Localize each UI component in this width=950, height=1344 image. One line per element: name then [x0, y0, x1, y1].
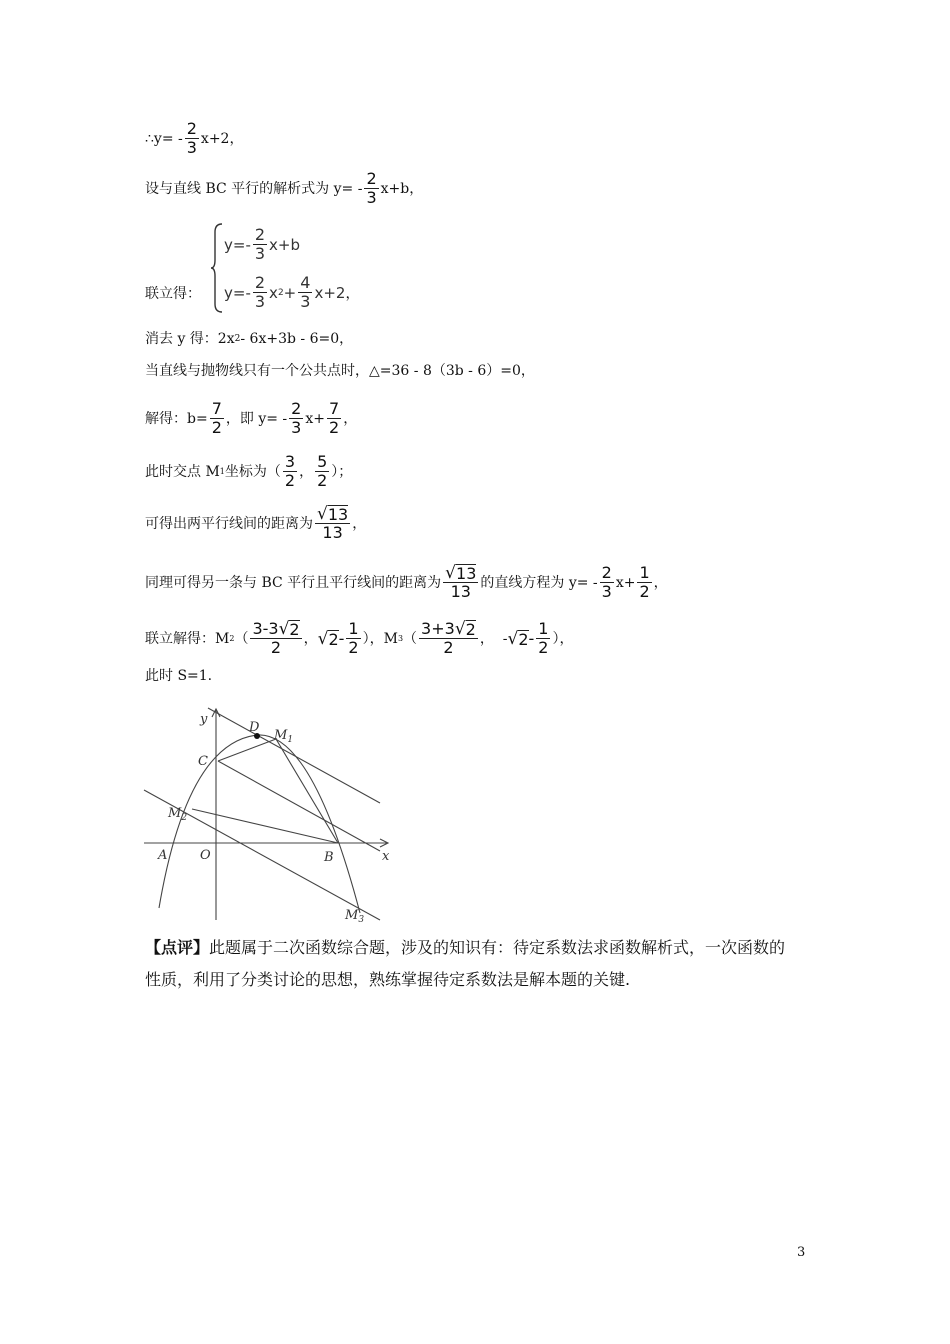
numerator: 2: [186, 119, 197, 138]
commentary-line-1: [145, 932, 815, 964]
text: 联立解得：M: [145, 630, 230, 647]
denominator: 3: [254, 244, 266, 263]
radicand: 13: [327, 505, 349, 524]
text: 消去 y 得：2x: [145, 331, 235, 347]
radicand: 2: [465, 620, 476, 639]
parabola-curve: [159, 735, 360, 913]
numerator: 7: [329, 399, 340, 418]
numerator: 2: [601, 563, 612, 582]
label-m3: $M_3$: [345, 908, 365, 925]
text: x: [269, 283, 278, 302]
commentary-line-2: 性质，利用了分类讨论的思想，熟练掌握待定系数法是解本题的关键.: [145, 970, 631, 989]
text: -: [338, 628, 345, 648]
text: x+: [615, 574, 636, 591]
fraction: [327, 400, 341, 437]
denominator: 2: [443, 638, 454, 657]
text: 3-3: [252, 619, 279, 638]
denominator: 13: [450, 582, 471, 601]
label-c: C: [198, 754, 208, 769]
text: （: [403, 630, 418, 647]
subscript: 2: [229, 633, 235, 643]
discriminant-line: [145, 362, 535, 380]
radicand: 13: [456, 564, 477, 583]
radicand: 2: [328, 629, 339, 649]
exponent: 2: [234, 334, 241, 344]
fraction: [283, 453, 297, 490]
numerator: 1: [538, 619, 549, 638]
text: ），M: [362, 630, 398, 647]
denominator: 2: [270, 638, 282, 657]
text: ，: [653, 574, 668, 591]
page-number: 3: [797, 1245, 806, 1260]
text: 设与直线 BC 平行的解析式为 y= -: [145, 180, 363, 197]
points-m2-m3-line: [145, 620, 573, 657]
text: x+: [305, 410, 325, 427]
text: y=-: [224, 235, 251, 254]
equation-line-bc: [145, 120, 243, 157]
label-b: B: [324, 850, 334, 865]
brace-icon: [210, 222, 224, 314]
numerator: 2: [254, 273, 266, 292]
subscript: 3: [397, 633, 404, 643]
text: 解得：b=: [145, 410, 208, 427]
text: 的直线方程为 y= -: [480, 574, 598, 591]
fraction: [443, 564, 478, 601]
text: 此时 S=1.: [145, 668, 213, 684]
numerator: 3: [284, 452, 296, 471]
text: x+2，: [200, 130, 244, 147]
text: 此时交点 M: [145, 463, 220, 480]
numerator: 2: [291, 399, 302, 418]
denominator: 2: [538, 638, 549, 657]
fraction: [419, 620, 478, 657]
eliminate-y-line: [145, 330, 353, 348]
denominator: 13: [322, 523, 343, 542]
label-m1: $M_1$: [274, 728, 294, 745]
numerator: 2: [366, 169, 377, 188]
fraction: [315, 453, 329, 490]
label-x: x: [382, 849, 390, 864]
text: ，: [345, 285, 360, 302]
text: 此题属于二次函数综合题，涉及的知识有：待定系数法求函数解析式，一次函数的: [209, 938, 786, 957]
text: （: [234, 630, 249, 647]
solve-b-line: [145, 400, 357, 437]
text: x+2: [314, 283, 346, 302]
denominator: 3: [186, 138, 197, 157]
text: 同理可得另一条与 BC 平行且平行线间的距离为: [145, 574, 442, 591]
commentary: [145, 932, 815, 996]
line-bc: [218, 761, 380, 851]
denominator: 2: [329, 418, 340, 437]
denominator: 2: [639, 582, 650, 601]
fraction: [298, 274, 312, 311]
sqrt-icon: √: [454, 619, 466, 639]
denominator: 3: [291, 418, 302, 437]
text: ，: [299, 463, 314, 480]
fraction: [536, 620, 550, 657]
text: 坐标为（: [224, 463, 281, 480]
text: x+b: [269, 235, 301, 254]
denominator: 3: [601, 582, 612, 601]
sqrt-icon: √: [317, 504, 328, 524]
second-line-equation: [145, 564, 668, 601]
point-m1-line: [145, 453, 352, 490]
fraction: [185, 120, 199, 157]
fraction: [346, 620, 360, 657]
sqrt-icon: √: [445, 563, 457, 583]
text: ，: [303, 630, 318, 647]
denominator: 2: [284, 471, 296, 490]
label-o: O: [200, 848, 211, 863]
denominator: 3: [366, 188, 377, 207]
label-m2: $M_2$: [168, 806, 188, 823]
numerator: 1: [639, 563, 650, 582]
text: -: [528, 628, 535, 648]
fraction: [253, 274, 267, 311]
text: ，即 y= -: [225, 410, 288, 427]
text: ），: [552, 630, 574, 647]
fraction: [315, 505, 350, 542]
text: 可得出两平行线间的距离为: [145, 515, 313, 532]
numerator: 4: [300, 273, 311, 292]
system-row-2: [224, 274, 359, 311]
segment-m1-b: [276, 739, 338, 843]
numerator: 2: [254, 225, 266, 244]
commentary-tag: 【点评】: [145, 938, 210, 957]
fraction: [364, 170, 378, 207]
fraction: [250, 620, 301, 657]
fraction: [637, 564, 651, 601]
parallel-line-setup: [145, 170, 423, 207]
text: ）；: [331, 463, 353, 480]
numerator: 5: [317, 452, 328, 471]
sqrt-icon: √: [317, 628, 329, 649]
text: ∴y= -: [145, 130, 183, 147]
text: 联立得：: [145, 286, 201, 302]
label-d: D: [249, 720, 260, 735]
segment-m2-b: [192, 809, 338, 843]
denominator: 2: [211, 418, 222, 437]
fraction: [253, 226, 267, 263]
system-row-1: [224, 226, 300, 263]
label-a: A: [158, 848, 168, 863]
radicand: 2: [289, 620, 300, 639]
denominator: 3: [254, 292, 266, 311]
sqrt-icon: √: [507, 628, 519, 649]
denominator: 2: [348, 638, 359, 657]
parabola-figure: [142, 703, 392, 925]
numerator: 1: [348, 619, 359, 638]
denominator: 3: [300, 292, 311, 311]
text: 3+3: [421, 619, 455, 638]
label-y: y: [200, 712, 208, 727]
segment-c-m1: [218, 739, 276, 761]
fraction: [289, 400, 303, 437]
text: ，: [352, 515, 367, 532]
text: ，: [343, 410, 358, 427]
text: y=-: [224, 283, 251, 302]
text: ， -: [479, 630, 508, 647]
fraction: [600, 564, 614, 601]
equation-system: [210, 222, 370, 314]
text: - 6x+3b - 6=0，: [240, 331, 354, 347]
sqrt-icon: √: [278, 619, 290, 639]
radicand: 2: [518, 629, 529, 649]
system-label: [145, 285, 201, 303]
area-result-line: [145, 667, 212, 685]
subscript: 1: [219, 466, 225, 476]
text: x+b，: [380, 180, 424, 197]
fraction: [210, 400, 224, 437]
denominator: 2: [317, 471, 328, 490]
numerator: 7: [211, 399, 222, 418]
distance-line: [145, 505, 366, 542]
text: +: [283, 283, 297, 302]
exponent: 2: [277, 287, 284, 298]
text: 当直线与抛物线只有一个公共点时，△=36 - 8（3b - 6）=0，: [145, 363, 535, 379]
